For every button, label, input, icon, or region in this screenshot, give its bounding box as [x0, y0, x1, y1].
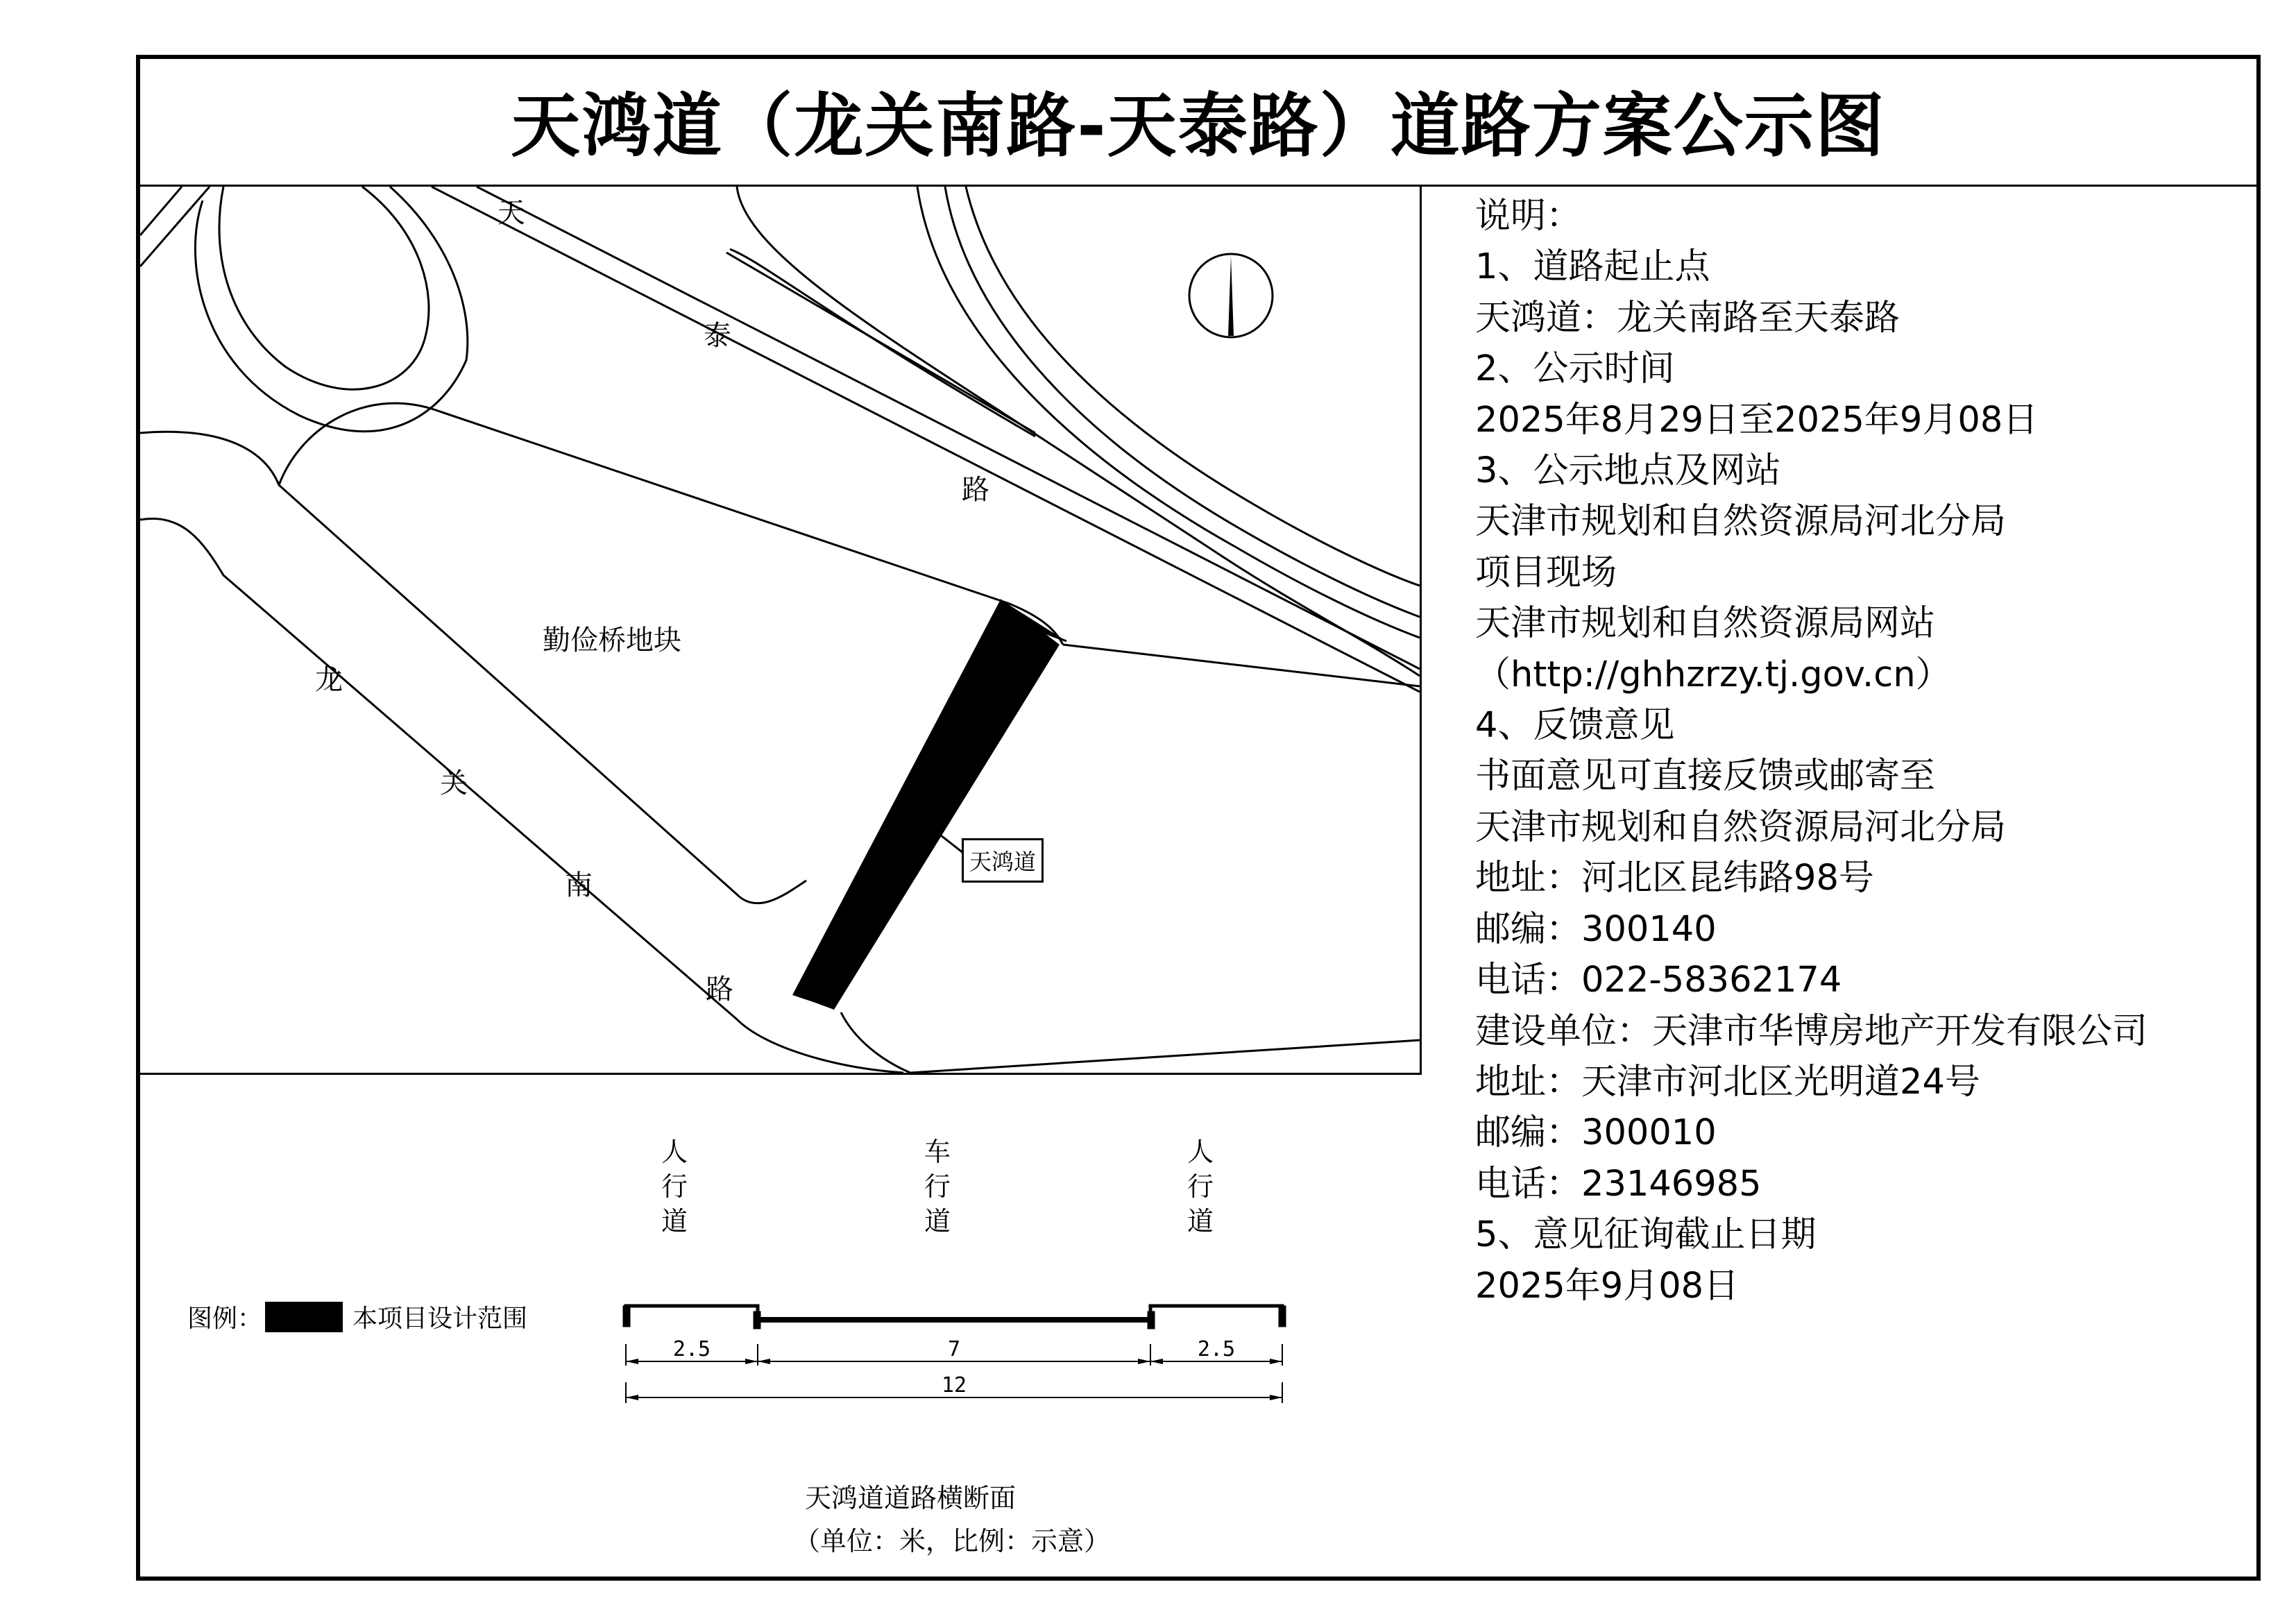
note-line: 天津市规划和自然资源局河北分局 [1475, 806, 2007, 848]
map-road-tiantai-edge [477, 187, 1420, 669]
note-line: 1、道路起止点 [1475, 246, 1710, 288]
column-label-char: 人 [1187, 1137, 1214, 1167]
map-ramp [737, 187, 1420, 676]
road-label-longguan: 南 [565, 869, 593, 901]
note-line: 天津市规划和自然资源局河北分局 [1475, 501, 2007, 543]
cross-section-subtitle: （单位：米，比例：示意） [794, 1526, 1111, 1556]
note-line: 4、反馈意见 [1475, 705, 1675, 747]
column-label-char: 道 [661, 1206, 688, 1237]
note-line: 地址：天津市河北区光明道24号 [1475, 1061, 1980, 1103]
note-line: 书面意见可直接反馈或邮寄至 [1475, 756, 1936, 797]
column-label-char: 人 [661, 1137, 688, 1167]
drawing-title: 天鸿道（龙关南路-天泰路）道路方案公示图 [511, 85, 1886, 167]
note-line: 电话：022-58362174 [1475, 960, 1842, 1001]
dim-label-carriageway: 7 [947, 1337, 961, 1361]
map-parcel-edge [140, 432, 806, 903]
site-map [140, 187, 1422, 1075]
road-label-tiantai: 泰 [704, 320, 731, 352]
north-arrow-icon [1228, 256, 1234, 336]
road-label-tiantai: 天 [498, 197, 525, 229]
dimension-arrow [1150, 1359, 1163, 1364]
map-road-edge [140, 187, 182, 235]
note-line: 5、意见征询截止日期 [1475, 1214, 1817, 1256]
road-label-longguan: 龙 [315, 664, 343, 696]
column-label-char: 行 [924, 1171, 951, 1202]
legend [187, 1299, 527, 1334]
map-loop-inner [219, 187, 429, 389]
curb-right-outer [1279, 1306, 1286, 1327]
title-bar [136, 55, 2261, 187]
sidewalk-left [626, 1306, 758, 1322]
dim-label-total: 12 [941, 1373, 967, 1397]
dimension-arrow [1138, 1359, 1150, 1364]
column-label-char: 行 [661, 1171, 688, 1202]
cross-section-title: 天鸿道道路横断面 [805, 1483, 1017, 1513]
notes-panel [1475, 191, 2252, 1311]
map-parcel-edge [279, 403, 1063, 645]
road-label-tiantai: 路 [962, 474, 989, 506]
map-ramp [966, 187, 1420, 586]
note-line: 2、公示时间 [1475, 348, 1675, 390]
curb-left-outer [623, 1306, 630, 1327]
dimension-arrow [1270, 1395, 1282, 1400]
map-road-longguan-edge [140, 518, 903, 1073]
road-label-longguan: 路 [706, 974, 733, 1005]
project-road-callout: 天鸿道 [962, 838, 1044, 883]
sidewalk-right [1150, 1306, 1282, 1322]
dimension-arrow [626, 1359, 638, 1364]
note-line: 邮编：300010 [1475, 1112, 1717, 1154]
map-road-edge [910, 1040, 1420, 1073]
dimension-arrow [745, 1359, 758, 1364]
column-label-char: 道 [1187, 1206, 1214, 1237]
project-road-tianhong [792, 600, 1060, 1010]
column-label-char: 行 [1187, 1171, 1214, 1202]
note-line: 天鸿道：龙关南路至天泰路 [1475, 297, 1900, 339]
column-label-char: 车 [924, 1137, 951, 1167]
curb-right-inner [1148, 1311, 1155, 1329]
note-website: （http://ghhzrzy.tj.gov.cn） [1475, 654, 1951, 695]
note-line: 邮编：300140 [1475, 908, 1717, 950]
legend-text: 本项目设计范围 [352, 1305, 528, 1333]
dimension-arrow [626, 1395, 638, 1400]
dimension-arrow [1270, 1359, 1282, 1364]
note-line: 3、公示地点及网站 [1475, 450, 1781, 492]
note-line: 2025年9月08日 [1475, 1265, 1740, 1307]
map-loop-outer [195, 187, 467, 432]
road-label-longguan: 关 [440, 767, 468, 799]
dim-label-sidewalk-left: 2.5 [672, 1337, 711, 1361]
map-ramp [945, 187, 1420, 617]
legend-prefix: 图例： [187, 1305, 263, 1333]
dimension-arrow [758, 1359, 770, 1364]
map-road-tiantai-edge [432, 187, 1420, 692]
note-line: 地址：河北区昆纬路98号 [1475, 858, 1874, 899]
map-linework [140, 187, 1420, 1073]
note-line: 2025年8月29日至2025年9月08日 [1475, 399, 2039, 441]
dim-label-sidewalk-right: 2.5 [1197, 1337, 1236, 1361]
parcel-label: 勤俭桥地块 [543, 624, 681, 656]
note-line: 建设单位：天津市华博房地产开发有限公司 [1475, 1010, 2148, 1052]
legend-swatch [265, 1302, 343, 1332]
note-line: 项目现场 [1475, 552, 1617, 593]
note-line: 电话：23146985 [1475, 1163, 1762, 1205]
notes-heading: 说明： [1475, 196, 1582, 237]
map-road-edge [841, 1012, 910, 1073]
map-road-edge [140, 187, 210, 266]
note-line: 天津市规划和自然资源局网站 [1475, 603, 1936, 645]
column-label-char: 道 [924, 1206, 951, 1237]
